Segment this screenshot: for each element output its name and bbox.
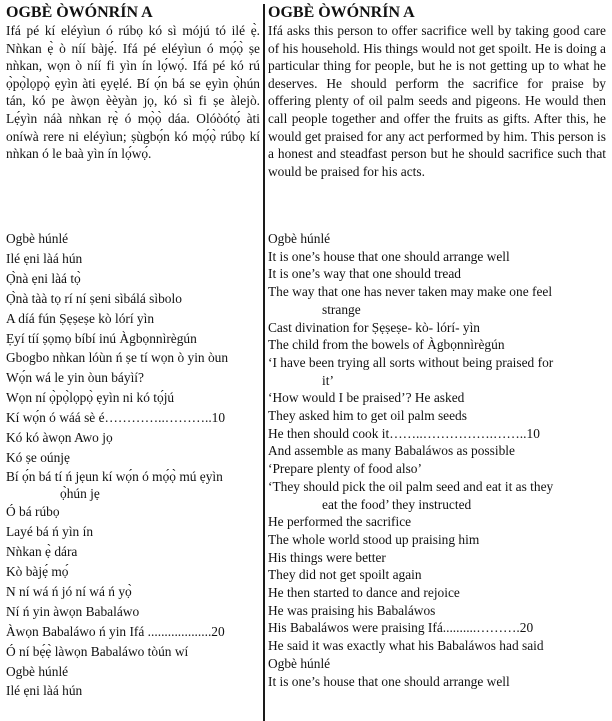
verse-text: Nǹkan ẹ̀ dára xyxy=(6,544,78,560)
verse-continuation: eat the food’ they instructed xyxy=(322,496,472,512)
verse-line xyxy=(268,655,553,673)
verse-text: Gbogbo nǹkan lóùn ń ṣe tí wọn ò yin òun xyxy=(6,350,229,366)
verse-text: Layé bá ń yìn ín xyxy=(6,524,94,540)
verse-line xyxy=(268,513,553,531)
verse-line xyxy=(268,283,553,318)
verse-text: He was praising his Babaláwos xyxy=(268,602,436,618)
verse-line xyxy=(268,354,553,389)
verse-line xyxy=(268,637,553,655)
verse-text: Ogbè húnlé xyxy=(6,231,69,246)
english-intro-paragraph: Ifá asks this person to offer sacrifice well by taking good care of his household. His things would not get spoilt. He is doing a particular thing for people, but he is not getting up to what he deserves. He should perform the sacrifice for praise by offering plenty of oil palm seeds and pigeons. He would then call people together and offer the fruits as gifts. After this, he would get praised for any act performed by him. This person is a honest and steadfast person but he should sacrifice such that would be praised for his acts. xyxy=(268,23,606,179)
verse-text: Ẹyí tíí ṣọmọ bíbí inú Àgbọnnìrègún xyxy=(6,330,197,346)
verse-text: Wọn ní ọ̀pọ̀lọpọ̀ ẹyìn ni kó tọ́jú xyxy=(6,390,175,406)
verse-text: Wọ́n wá le yin òun báyìí? xyxy=(6,370,144,386)
verse-text: Kí wọ́n ó wáá sè é…………..………..10 xyxy=(6,410,226,426)
english-title: OGBÈ ÒWÓNRÍN A xyxy=(268,4,415,21)
verse-text: Kò bàjẹ́ mọ́ xyxy=(6,564,69,579)
verse-text: They asked him to get oil palm seeds xyxy=(268,408,467,424)
verse-line xyxy=(6,329,228,349)
verse-text: Ogbè húnlé xyxy=(268,655,331,671)
verse-line xyxy=(6,249,228,269)
verse-line xyxy=(268,425,553,443)
yoruba-title: OGBÈ ÒWÓNRÍN A xyxy=(6,4,153,21)
verse-line xyxy=(6,662,228,682)
verse-line xyxy=(6,269,228,289)
verse-text: ‘I have been trying all sorts without being praised for xyxy=(268,354,554,370)
verse-line xyxy=(6,582,228,602)
verse-line xyxy=(268,319,553,337)
verse-text: N ní wá ń jó ní wá ń yọ̀ xyxy=(6,583,132,599)
verse-text: ‘Prepare plenty of food also’ xyxy=(268,461,422,477)
verse-line xyxy=(6,522,228,542)
verse-line xyxy=(6,468,228,502)
verse-line xyxy=(268,230,553,248)
verse-line xyxy=(6,289,228,309)
english-column xyxy=(268,0,606,689)
verse-text: Àwọn Babaláwo ń yin Ifá ...................20 xyxy=(6,623,225,639)
yoruba-column xyxy=(6,0,260,699)
verse-text: He then started to dance and rejoice xyxy=(268,585,460,601)
verse-text: It is one’s way that one should tread xyxy=(268,266,462,282)
verse-line xyxy=(268,602,553,620)
verse-text: His things were better xyxy=(268,549,386,565)
verse-text: It is one’s house that one should arrange well xyxy=(268,673,510,689)
verse-text: The way that one has never taken may make one feel xyxy=(268,284,553,300)
yoruba-intro-paragraph: Ifá pé kí eléyìun ó rúbọ kó sì mójú tó ilé ẹ̀. Nǹkan ẹ̀ ò níí bàjẹ́. Ifá pé eléyìun ó mọ́ọ̀ ṣe nǹkan, wọn ò níí fi yìn ín lọ́wọ́. Ifá pé kó rú ọ̀pọ̀lọpọ̀ ẹyìn àti ẹyẹlé. Bí ọ́n bá se ẹyìn ọ̀hún tán, kó pe àwọn èèyàn jọ, kó sì fi ṣe àlejò. Lẹ́yìn náà nǹkan rẹ̀ ó mọ̀ọ̀ dáa. Olóòótọ́ àti oníwà rere ni eléyìun; ṣùgbọ́n kó mọ́ọ̀ rúbọ kí nǹkan ó le baà yìn ín lọ́wọ́. xyxy=(6,23,260,162)
verse-line xyxy=(6,428,228,448)
verse-text: Ní ń yin àwọn Babaláwo xyxy=(6,603,140,619)
verse-text: The child from the bowels of Àgbọnnìrègún xyxy=(268,337,505,353)
verse-line xyxy=(6,602,228,622)
verse-text: Cast divination for Ṣẹṣeṣe- kò- lórí- yìn xyxy=(268,319,480,335)
verse-text: Ọ̀nà tàà tọ rí ní ṣeni sìbálá sìbolo xyxy=(6,290,182,306)
verse-text: Kó kó àwọn Awo jọ xyxy=(6,430,113,446)
yoruba-verse-list xyxy=(6,229,228,701)
verse-line xyxy=(6,368,228,388)
verse-text: ‘How would I be praised’? He asked xyxy=(268,390,465,406)
verse-line xyxy=(268,673,553,691)
column-divider xyxy=(263,4,265,721)
verse-text: His Babaláwos were praising Ifá..........……….20 xyxy=(268,620,534,636)
verse-text: Ogbè húnlé xyxy=(268,231,331,246)
verse-continuation: it’ xyxy=(322,372,334,388)
verse-line xyxy=(268,389,553,407)
verse-text: He said it was exactly what his Babaláwos had said xyxy=(268,638,544,654)
verse-line xyxy=(268,566,553,584)
verse-line xyxy=(268,549,553,567)
verse-line xyxy=(268,407,553,425)
verse-text: A díá fún Ṣẹṣeṣe kò lórí yìn xyxy=(6,310,155,326)
verse-line xyxy=(268,265,553,283)
verse-line xyxy=(6,309,228,329)
verse-text: The whole world stood up praising him xyxy=(268,531,480,547)
verse-line xyxy=(268,248,553,266)
verse-line xyxy=(6,448,228,468)
verse-text: Ọ̀nà ẹni làá tọ̀ xyxy=(6,270,81,286)
verse-text: It is one’s house that one should arrange well xyxy=(268,248,510,264)
verse-line xyxy=(268,584,553,602)
verse-text: ‘They should pick the oil palm seed and eat it as they xyxy=(268,478,554,494)
verse-line xyxy=(6,348,228,368)
verse-text: Ó bá rúbọ xyxy=(6,504,60,520)
verse-line xyxy=(6,642,228,662)
verse-text: Ó ní bẹ́ẹ̀ làwọn Babaláwo tòún wí xyxy=(6,643,189,659)
verse-line xyxy=(268,478,553,513)
verse-line xyxy=(6,502,228,522)
verse-line xyxy=(268,442,553,460)
verse-line xyxy=(6,542,228,562)
verse-line xyxy=(6,388,228,408)
verse-text: Ilé ẹni làá hún xyxy=(6,683,83,699)
verse-line xyxy=(6,229,228,249)
verse-text: Bí ọ́n bá tí ń jẹun kí wọ́n ó mọ́ọ̀ mú ẹyìn xyxy=(6,468,223,484)
verse-line xyxy=(268,336,553,354)
verse-text: Ilé ẹni làá hún xyxy=(6,250,83,266)
verse-line xyxy=(6,622,228,642)
verse-text: They did not get spoilt again xyxy=(268,567,422,583)
verse-text: Ogbè húnlé xyxy=(6,663,69,679)
verse-line xyxy=(6,408,228,428)
verse-line xyxy=(268,619,553,637)
verse-line xyxy=(6,562,228,582)
verse-continuation: ọ̀hún jẹ xyxy=(60,486,100,502)
verse-continuation: strange xyxy=(322,301,361,317)
verse-line xyxy=(268,460,553,478)
verse-text: He performed the sacrifice xyxy=(268,514,412,530)
english-verse-list xyxy=(268,230,553,690)
verse-text: He then should cook it……..…………….……..10 xyxy=(268,425,540,441)
verse-line xyxy=(268,531,553,549)
verse-text: And assemble as many Babaláwos as possible xyxy=(268,443,515,459)
verse-text: Kó ṣe oúnjẹ xyxy=(6,449,70,465)
verse-line xyxy=(6,681,228,701)
